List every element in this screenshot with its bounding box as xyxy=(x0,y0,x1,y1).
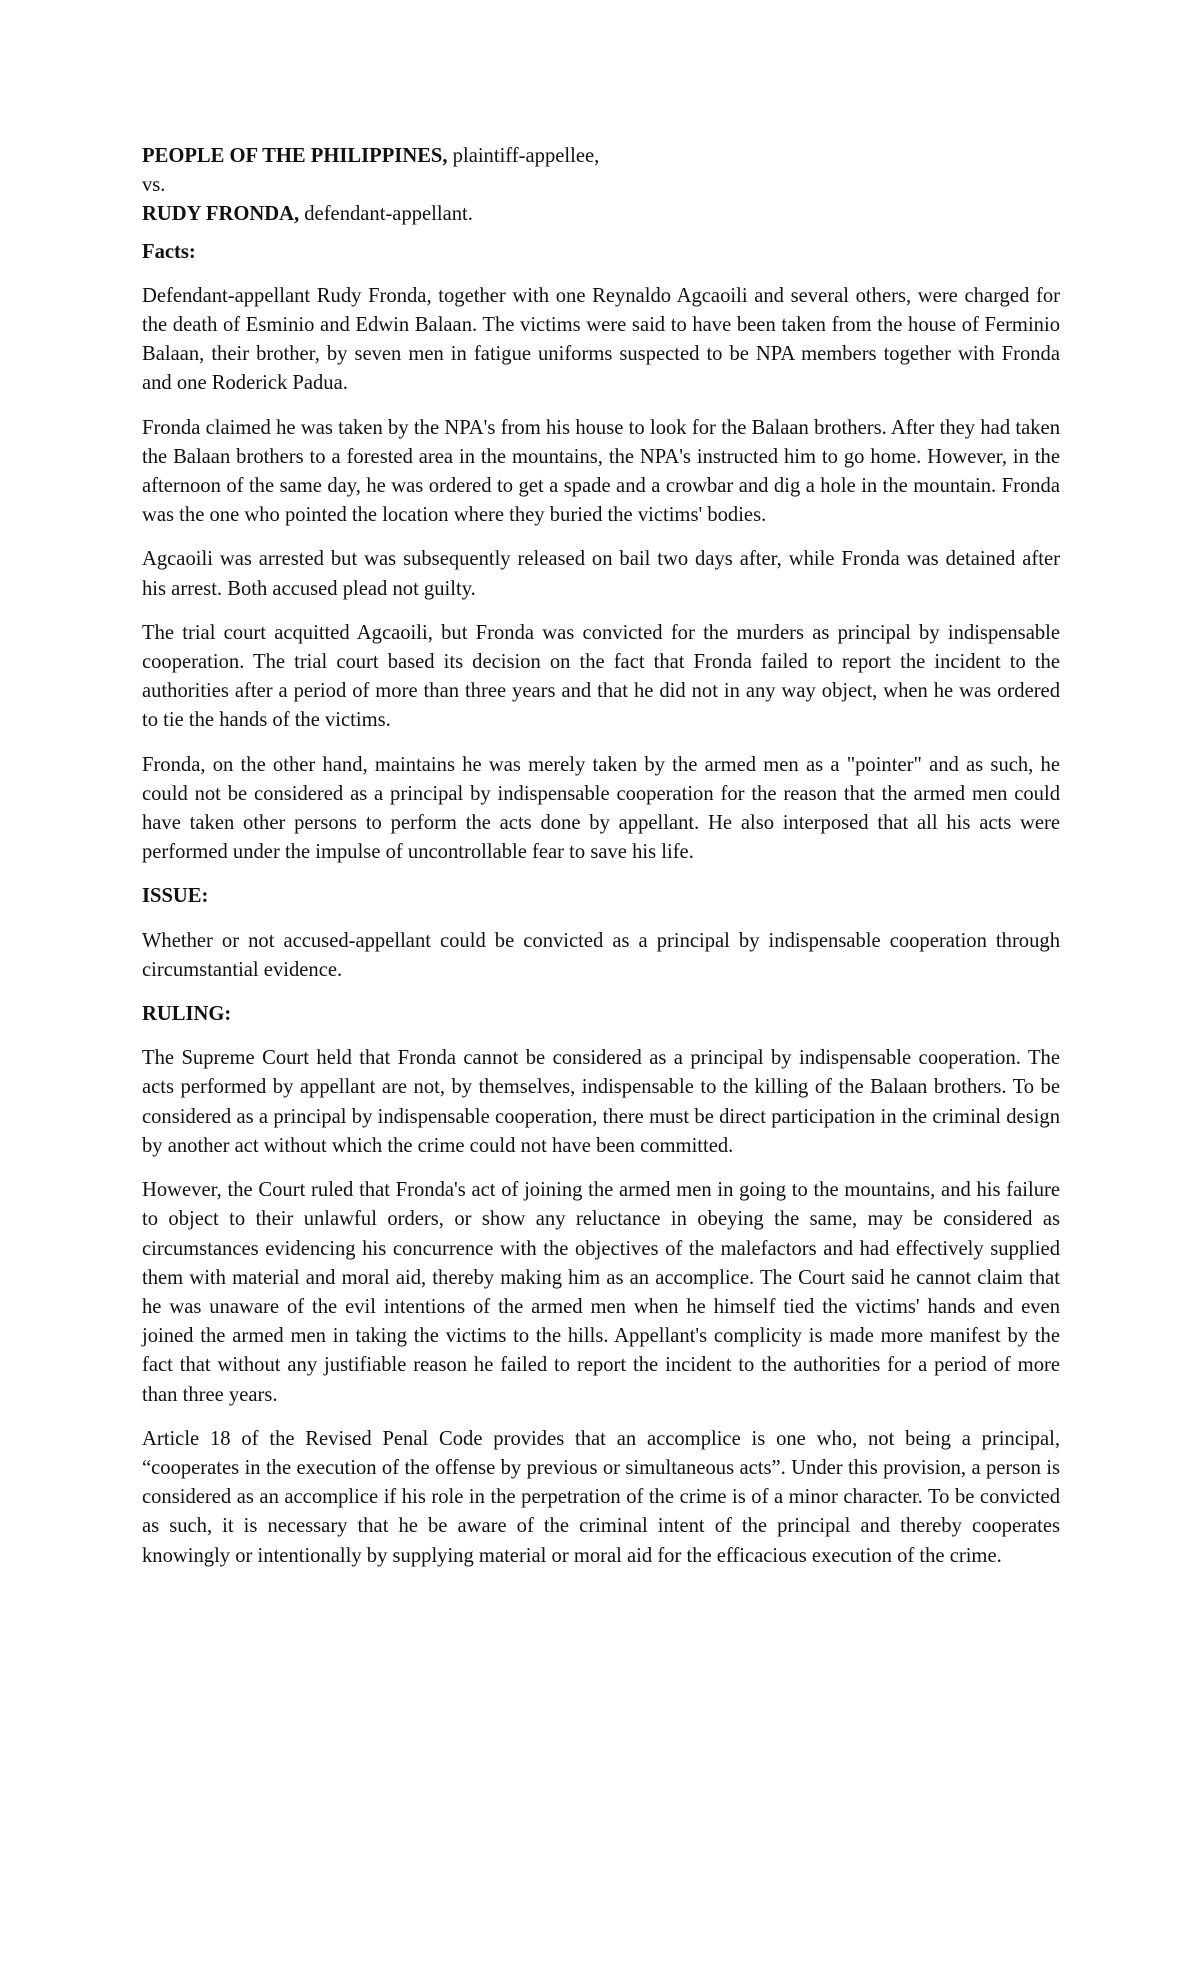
facts-heading: Facts: xyxy=(142,240,196,263)
defendant-name: RUDY FRONDA, xyxy=(142,203,300,226)
issue-paragraph: Whether or not accused-appellant could be convicted as a principal by indispensable cooperation through circumstantial evidence. xyxy=(142,929,1060,981)
issue-heading: ISSUE: xyxy=(142,885,209,908)
defendant-line xyxy=(142,200,1060,229)
versus-line: vs. xyxy=(142,174,166,197)
facts-paragraph: Fronda claimed he was taken by the NPA's from his house to look for the Balaan brothers. After they had taken the Balaan brothers to a forested area in the mountains, the NPA's instructed him to go home. However, in the afternoon of the same day, he was ordered to get a spade and a crowbar and dig a hole in the mountain. Fronda was the one who pointed the location where they buried the victims' bodies. xyxy=(142,416,1060,527)
plaintiff-line xyxy=(142,142,1060,171)
plaintiff-name: PEOPLE OF THE PHILIPPINES, xyxy=(142,145,448,167)
ruling-heading: RULING: xyxy=(142,1003,232,1026)
facts-paragraph: Agcaoili was arrested but was subsequently released on bail two days after, while Fronda was detained after his arrest. Both accused plead not guilty. xyxy=(142,548,1060,600)
facts-paragraph: Fronda, on the other hand, maintains he was merely taken by the armed men as a "pointer" and as such, he could not be considered as a principal by indispensable cooperation for the reason that the armed men could have taken other persons to perform the acts done by appellant. He also interposed that all his acts were performed under the impulse of uncontrollable fear to save his life. xyxy=(142,753,1060,864)
ruling-paragraph: However, the Court ruled that Fronda's act of joining the armed men in going to the mountains, and his failure to object to their unlawful orders, or show any reluctance in obeying the same, may be considered as circumstances evidencing his concurrence with the objectives of the malefactors and had effectively supplied them with material and moral aid, thereby making him as an accomplice. The Court said he cannot claim that he was unaware of the evil intentions of the armed men when he himself tied the victims' hands and even joined the armed men in taking the victims to the hills. Appellant's complicity is made more manifest by the fact that without any justifiable reason he failed to report the incident to the authorities for a period of more than three years. xyxy=(142,1179,1060,1406)
facts-paragraph: Defendant-appellant Rudy Fronda, together with one Reynaldo Agcaoili and several others, were charged for the death of Esminio and Edwin Balaan. The victims were said to have been taken from the house of Ferminio Balaan, their brother, by seven men in fatigue uniforms suspected to be NPA members together with Fronda and one Roderick Padua. xyxy=(142,284,1060,395)
facts-paragraph: The trial court acquitted Agcaoili, but Fronda was convicted for the murders as principal by indispensable cooperation. The trial court based its decision on the fact that Fronda failed to report the incident to the authorities after a period of more than three years and that he did not in any way object, when he was ordered to tie the hands of the victims. xyxy=(142,621,1060,732)
case-caption xyxy=(142,142,1060,230)
defendant-role: defendant-appellant. xyxy=(299,203,473,226)
ruling-paragraph: The Supreme Court held that Fronda cannot be considered as a principal by indispensable cooperation. The acts performed by appellant are not, by themselves, indispensable to the killing of the Balaan brothers. To be considered as a principal by indispensable cooperation, there must be direct participation in the criminal design by another act without which the crime could not have been committed. xyxy=(142,1047,1060,1157)
ruling-paragraph: Article 18 of the Revised Penal Code provides that an accomplice is one who, not being a principal, “cooperates in the execution of the offense by previous or simultaneous acts”. Under this provision, a person is considered as an accomplice if his role in the perpetration of the crime is of a minor character. To be convicted as such, it is necessary that he be aware of the criminal intent of the principal and thereby cooperates knowingly or intentionally by supplying material or moral aid for the efficacious execution of the crime. xyxy=(142,1427,1060,1567)
plaintiff-role: plaintiff-appellee, xyxy=(447,145,600,167)
